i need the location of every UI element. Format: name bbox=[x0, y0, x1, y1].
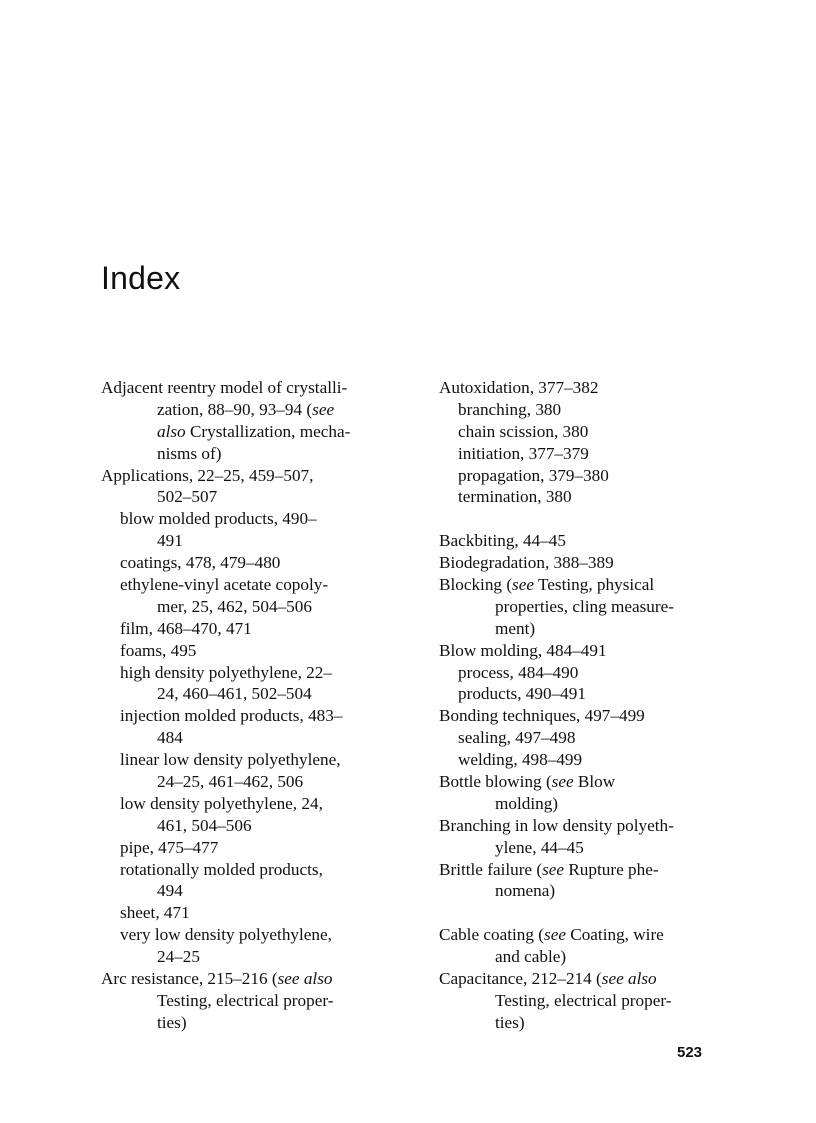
index-subentry bbox=[439, 465, 739, 487]
index-subentry bbox=[101, 705, 401, 727]
index-text: Coating, wire bbox=[565, 925, 664, 945]
index-text: and cable) bbox=[495, 947, 567, 967]
index-subentry bbox=[439, 727, 739, 749]
index-entry bbox=[101, 968, 401, 990]
index-text: blow molded products, 490– bbox=[120, 509, 317, 529]
index-entry bbox=[439, 859, 739, 881]
index-entry bbox=[439, 968, 739, 990]
index-continuation bbox=[439, 793, 739, 815]
index-subentry bbox=[101, 924, 401, 946]
index-text: Adjacent reentry model of crystalli- bbox=[101, 378, 348, 397]
index-text: Cable coating ( bbox=[439, 925, 544, 945]
index-text: properties, cling measure- bbox=[495, 596, 674, 616]
index-text: linear low density polyethylene, bbox=[120, 750, 341, 770]
index-subentry bbox=[439, 749, 739, 771]
index-subentry bbox=[439, 683, 739, 705]
index-subentry bbox=[101, 618, 401, 640]
index-text: Capacitance, 212–214 ( bbox=[439, 969, 602, 989]
index-text: ylene, 44–45 bbox=[495, 837, 584, 857]
index-text: Testing, physical bbox=[534, 575, 655, 595]
page-number: 523 bbox=[677, 1044, 703, 1061]
index-text: termination, 380 bbox=[458, 487, 572, 507]
index-subentry bbox=[101, 574, 401, 596]
index-text: process, 484–490 bbox=[458, 662, 579, 682]
index-subentry bbox=[439, 662, 739, 684]
index-text: 24–25, 461–462, 506 bbox=[157, 772, 304, 792]
index-continuation bbox=[101, 683, 401, 705]
index-subentry bbox=[101, 749, 401, 771]
index-text: molding) bbox=[495, 793, 559, 813]
index-continuation bbox=[439, 990, 739, 1012]
index-text: zation, 88–90, 93–94 ( bbox=[157, 399, 313, 419]
index-text: products, 490–491 bbox=[458, 684, 586, 704]
index-text: Bottle blowing ( bbox=[439, 772, 552, 792]
index-subentry bbox=[439, 421, 739, 443]
index-subentry bbox=[101, 793, 401, 815]
index-text: Bonding techniques, 497–499 bbox=[439, 706, 645, 726]
index-text: injection molded products, 483– bbox=[120, 706, 343, 726]
index-text: mer, 25, 462, 504–506 bbox=[157, 596, 312, 616]
index-text: welding, 498–499 bbox=[458, 750, 583, 770]
index-subentry bbox=[101, 640, 401, 662]
index-subentry bbox=[101, 662, 401, 684]
index-text: ties) bbox=[495, 1012, 525, 1032]
index-text: Blow molding, 484–491 bbox=[439, 640, 607, 660]
index-text: low density polyethylene, 24, bbox=[120, 793, 323, 813]
index-text: 461, 504–506 bbox=[157, 815, 252, 835]
index-text: foams, 495 bbox=[120, 640, 197, 660]
index-entry bbox=[439, 640, 739, 662]
index-continuation bbox=[101, 990, 401, 1012]
index-text: initiation, 377–379 bbox=[458, 443, 589, 463]
index-text: nomena) bbox=[495, 881, 556, 901]
index-text: Backbiting, 44–45 bbox=[439, 531, 566, 551]
index-text: coatings, 478, 479–480 bbox=[120, 553, 281, 573]
index-continuation bbox=[101, 421, 401, 443]
index-text: Blocking ( bbox=[439, 575, 513, 595]
index-text: Rupture phe- bbox=[564, 859, 659, 879]
index-text: propagation, 379–380 bbox=[458, 465, 609, 485]
index-text: sealing, 497–498 bbox=[458, 728, 576, 748]
index-text: 494 bbox=[157, 881, 183, 901]
index-see-reference: see bbox=[312, 399, 335, 419]
index-entry bbox=[439, 705, 739, 727]
index-text: chain scission, 380 bbox=[458, 421, 589, 441]
index-continuation bbox=[439, 837, 739, 859]
index-text: nisms of) bbox=[157, 443, 222, 463]
index-continuation bbox=[101, 771, 401, 793]
index-gap bbox=[439, 508, 739, 530]
index-text: Brittle failure ( bbox=[439, 859, 543, 879]
index-text: Autoxidation, 377–382 bbox=[439, 378, 599, 397]
index-gap bbox=[439, 902, 739, 924]
index-entry bbox=[439, 771, 739, 793]
index-text: 24, 460–461, 502–504 bbox=[157, 684, 312, 704]
index-text: 491 bbox=[157, 531, 183, 551]
index-subentry bbox=[101, 508, 401, 530]
index-column-left bbox=[101, 377, 401, 1034]
page-title: Index bbox=[101, 260, 181, 296]
index-continuation bbox=[439, 946, 739, 968]
index-see-reference: see also bbox=[277, 969, 333, 989]
index-text: Biodegradation, 388–389 bbox=[439, 553, 614, 573]
index-column-right bbox=[439, 377, 739, 1034]
index-continuation bbox=[439, 618, 739, 640]
index-see-reference: see also bbox=[601, 969, 657, 989]
index-text: rotationally molded products, bbox=[120, 859, 323, 879]
index-text: Blow bbox=[573, 772, 616, 792]
index-entry bbox=[439, 552, 739, 574]
index-text: pipe, 475–477 bbox=[120, 837, 219, 857]
index-see-reference: see bbox=[544, 925, 566, 945]
index-see-reference: see bbox=[542, 859, 565, 879]
index-text: branching, 380 bbox=[458, 399, 562, 419]
index-subentry bbox=[101, 859, 401, 881]
index-text: ethylene-vinyl acetate copoly- bbox=[120, 575, 329, 595]
index-continuation bbox=[101, 727, 401, 749]
index-continuation bbox=[101, 596, 401, 618]
index-see-reference: see bbox=[512, 575, 534, 595]
index-text: sheet, 471 bbox=[120, 903, 190, 923]
index-text: 502–507 bbox=[157, 487, 218, 507]
index-entry bbox=[101, 465, 401, 487]
index-text: ment) bbox=[495, 618, 536, 638]
index-text: Arc resistance, 215–216 ( bbox=[101, 969, 278, 989]
index-see-reference: see bbox=[551, 772, 574, 792]
index-entry bbox=[101, 377, 401, 399]
index-continuation bbox=[439, 880, 739, 902]
index-entry bbox=[439, 815, 739, 837]
index-continuation bbox=[101, 880, 401, 902]
index-text: 484 bbox=[157, 728, 183, 748]
index-entry bbox=[439, 530, 739, 552]
index-text: 24–25 bbox=[157, 947, 200, 967]
index-text: Applications, 22–25, 459–507, bbox=[101, 465, 314, 485]
index-text: very low density polyethylene, bbox=[120, 925, 332, 945]
index-text: Crystallization, mecha- bbox=[185, 421, 351, 441]
index-subentry bbox=[439, 443, 739, 465]
index-text: Branching in low density polyeth- bbox=[439, 815, 674, 835]
index-continuation bbox=[101, 399, 401, 421]
index-subentry bbox=[101, 837, 401, 859]
index-text: film, 468–470, 471 bbox=[120, 618, 252, 638]
index-entry bbox=[439, 574, 739, 596]
index-continuation bbox=[101, 443, 401, 465]
index-continuation bbox=[439, 1012, 739, 1034]
index-continuation bbox=[101, 946, 401, 968]
index-continuation bbox=[101, 1012, 401, 1034]
index-continuation bbox=[101, 815, 401, 837]
index-continuation bbox=[101, 486, 401, 508]
index-entry bbox=[439, 377, 739, 399]
index-continuation bbox=[439, 596, 739, 618]
index-subentry bbox=[439, 486, 739, 508]
index-text: ties) bbox=[157, 1012, 187, 1032]
index-subentry bbox=[101, 902, 401, 924]
index-text: Testing, electrical proper- bbox=[495, 990, 672, 1010]
index-continuation bbox=[101, 530, 401, 552]
index-text: Testing, electrical proper- bbox=[157, 990, 334, 1010]
index-entry bbox=[439, 924, 739, 946]
index-text: high density polyethylene, 22– bbox=[120, 662, 332, 682]
index-subentry bbox=[439, 399, 739, 421]
index-subentry bbox=[101, 552, 401, 574]
index-see-reference: also bbox=[157, 421, 186, 441]
